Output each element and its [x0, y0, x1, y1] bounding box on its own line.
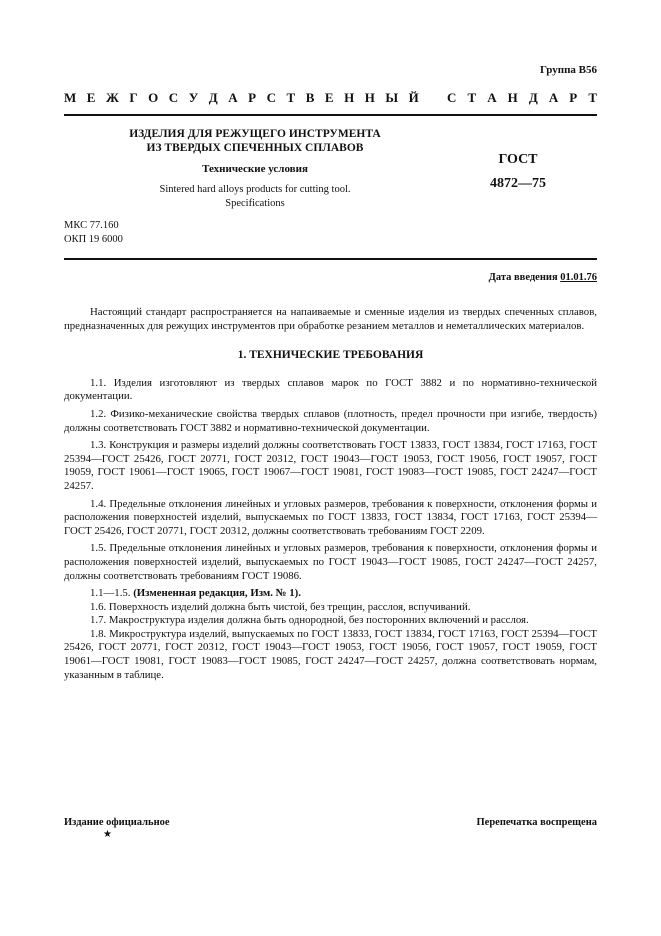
clause-1-6: 1.6. Поверхность изделий должна быть чистой, без трещин, расслоя, вспучиваний.: [90, 600, 471, 613]
classification-codes: [64, 219, 123, 247]
title-line-2: ИЗ ТВЕРДЫХ СПЕЧЕННЫХ СПЛАВОВ: [146, 142, 364, 154]
banner-letter: А: [487, 90, 497, 105]
banner-letter: С: [266, 90, 276, 105]
banner-letter: О: [148, 90, 159, 105]
banner-letter: Р: [569, 90, 578, 105]
clause-1-2: 1.2. Физико-механические свойства твердых сплавов (плотность, предел прочности при изгибе, твердость) должны соответствовать ГОСТ 3882 и нормативно-технической документации.: [64, 407, 597, 434]
banner-letter: Г: [129, 90, 138, 105]
english-title-line-2: Specifications: [225, 198, 285, 209]
banner-letter: Е: [86, 90, 96, 105]
banner-letter: Т: [286, 90, 296, 105]
banner-letter: В: [305, 90, 315, 105]
banner-letter: Т: [467, 90, 477, 105]
banner-letter: Т: [588, 90, 597, 105]
banner-letter: Н: [364, 90, 375, 105]
banner-word-interstate: [64, 90, 419, 106]
section-heading: 1. ТЕХНИЧЕСКИЕ ТРЕБОВАНИЯ: [237, 349, 424, 362]
clause-1-8: 1.8. Микроструктура изделий, выпускаемых по ГОСТ 13833, ГОСТ 13834, ГОСТ 17163, ГОСТ 25394—ГОСТ 25426, ГОСТ 20771, ГОСТ 20312, ГОСТ 19043—ГОСТ 19053, ГОСТ 19056, ГОСТ 19057, ГОСТ 19059, ГОСТ 19061—ГОСТ 19081, ГОСТ 19083—ГОСТ 19085, ГОСТ 24247—ГОСТ 24257, должна соответствовать нормам, указанным в таблице.: [64, 627, 597, 681]
okp-code: ОКП 19 6000: [64, 234, 123, 245]
banner-letter: Н: [344, 90, 355, 105]
document-title: [100, 127, 410, 155]
amendment-note: [64, 587, 597, 601]
introduction-date-value: 01.01.76: [560, 272, 597, 283]
english-title-line-1: Sintered hard alloys products for cutting tool.: [159, 184, 351, 195]
banner-letter: М: [64, 90, 77, 105]
title-line-1: ИЗДЕЛИЯ ДЛЯ РЕЖУЩЕГО ИНСТРУМЕНТА: [129, 128, 381, 140]
gost-label: ГОСТ: [498, 152, 538, 167]
clause-1-3: 1.3. Конструкция и размеры изделий должны соответствовать ГОСТ 13833, ГОСТ 13834, ГОСТ 17163, ГОСТ 25394—ГОСТ 25426, ГОСТ 20771, ГОСТ 20312, ГОСТ 19043—ГОСТ 19053, ГОСТ 19056, ГОСТ 19057, ГОСТ 19059, ГОСТ 19061—ГОСТ 19065, ГОСТ 19067—ГОСТ 19081, ГОСТ 19083—ГОСТ 19085, ГОСТ 24247—ГОСТ 24257.: [64, 439, 597, 492]
group-code: Группа В56: [539, 64, 597, 76]
reprint-prohibited: Перепечатка воспрещена: [476, 817, 597, 828]
amendment-bold: (Измененная редакция, Изм. № 1).: [133, 587, 301, 600]
banner-letter: Н: [507, 90, 518, 105]
document-body: [64, 306, 597, 682]
gost-designation: [478, 148, 558, 196]
official-edition: Издание официальное: [64, 817, 170, 828]
mks-code: МКС 77.160: [64, 220, 119, 231]
english-title: [100, 183, 410, 211]
banner-letter: Е: [324, 90, 334, 105]
banner-letter: Д: [528, 90, 538, 105]
star-icon: ★: [103, 829, 112, 840]
document-subtitle: Технические условия: [202, 163, 308, 175]
amendment-prefix: 1.1—1.5.: [90, 587, 134, 600]
banner-letter: У: [188, 90, 199, 105]
clause-1-4: 1.4. Предельные отклонения линейных и угловых размеров, требования к поверхности, отклонения формы и расположения поверхностей изделий, выпускаемых по ГОСТ 13833, ГОСТ 13834, ГОСТ 17163, ГОСТ 25394—ГОСТ 25426, ГОСТ 20771, ГОСТ 20312, должны соответствовать требованиям ГОСТ 2209.: [64, 497, 597, 537]
header-bottom-rule: [64, 258, 597, 260]
banner-letter: А: [548, 90, 559, 105]
introduction-date: [489, 272, 597, 283]
clause-1-5: 1.5. Предельные отклонения линейных и угловых размеров, требования к поверхности, отклонения формы и расположения поверхностей изделий, выпускаемых по ГОСТ 19043—ГОСТ 19085, ГОСТ 24247—ГОСТ 24257, должны соответствовать требованиям ГОСТ 19086.: [64, 542, 597, 582]
standard-banner: [64, 90, 597, 106]
clause-1-1: 1.1. Изделия изготовляют из твердых сплавов марок по ГОСТ 3882 и по нормативно-технической документации.: [64, 376, 597, 403]
banner-letter: С: [447, 90, 457, 105]
banner-letter: Р: [248, 90, 257, 105]
banner-letter: Й: [408, 90, 419, 105]
intro-paragraph: Настоящий стандарт распространяется на напаиваемые и сменные изделия из твердых спеченных сплавов, предназначенных для режущих инструментов при обработке резанием металлов и неметаллических материалов.: [64, 306, 597, 332]
banner-letter: Ы: [385, 90, 399, 105]
top-rule: [64, 114, 597, 116]
banner-letter: Ж: [105, 90, 119, 105]
banner-word-standard: [447, 90, 597, 106]
gost-number: 4872—75: [490, 176, 546, 191]
clause-1-7: 1.7. Макроструктура изделия должна быть однородной, без посторонних включений и расслоя.: [90, 614, 529, 627]
introduction-date-label: Дата введения: [488, 272, 561, 283]
banner-letter: Д: [208, 90, 218, 105]
banner-letter: А: [228, 90, 238, 105]
banner-letter: С: [168, 90, 179, 105]
